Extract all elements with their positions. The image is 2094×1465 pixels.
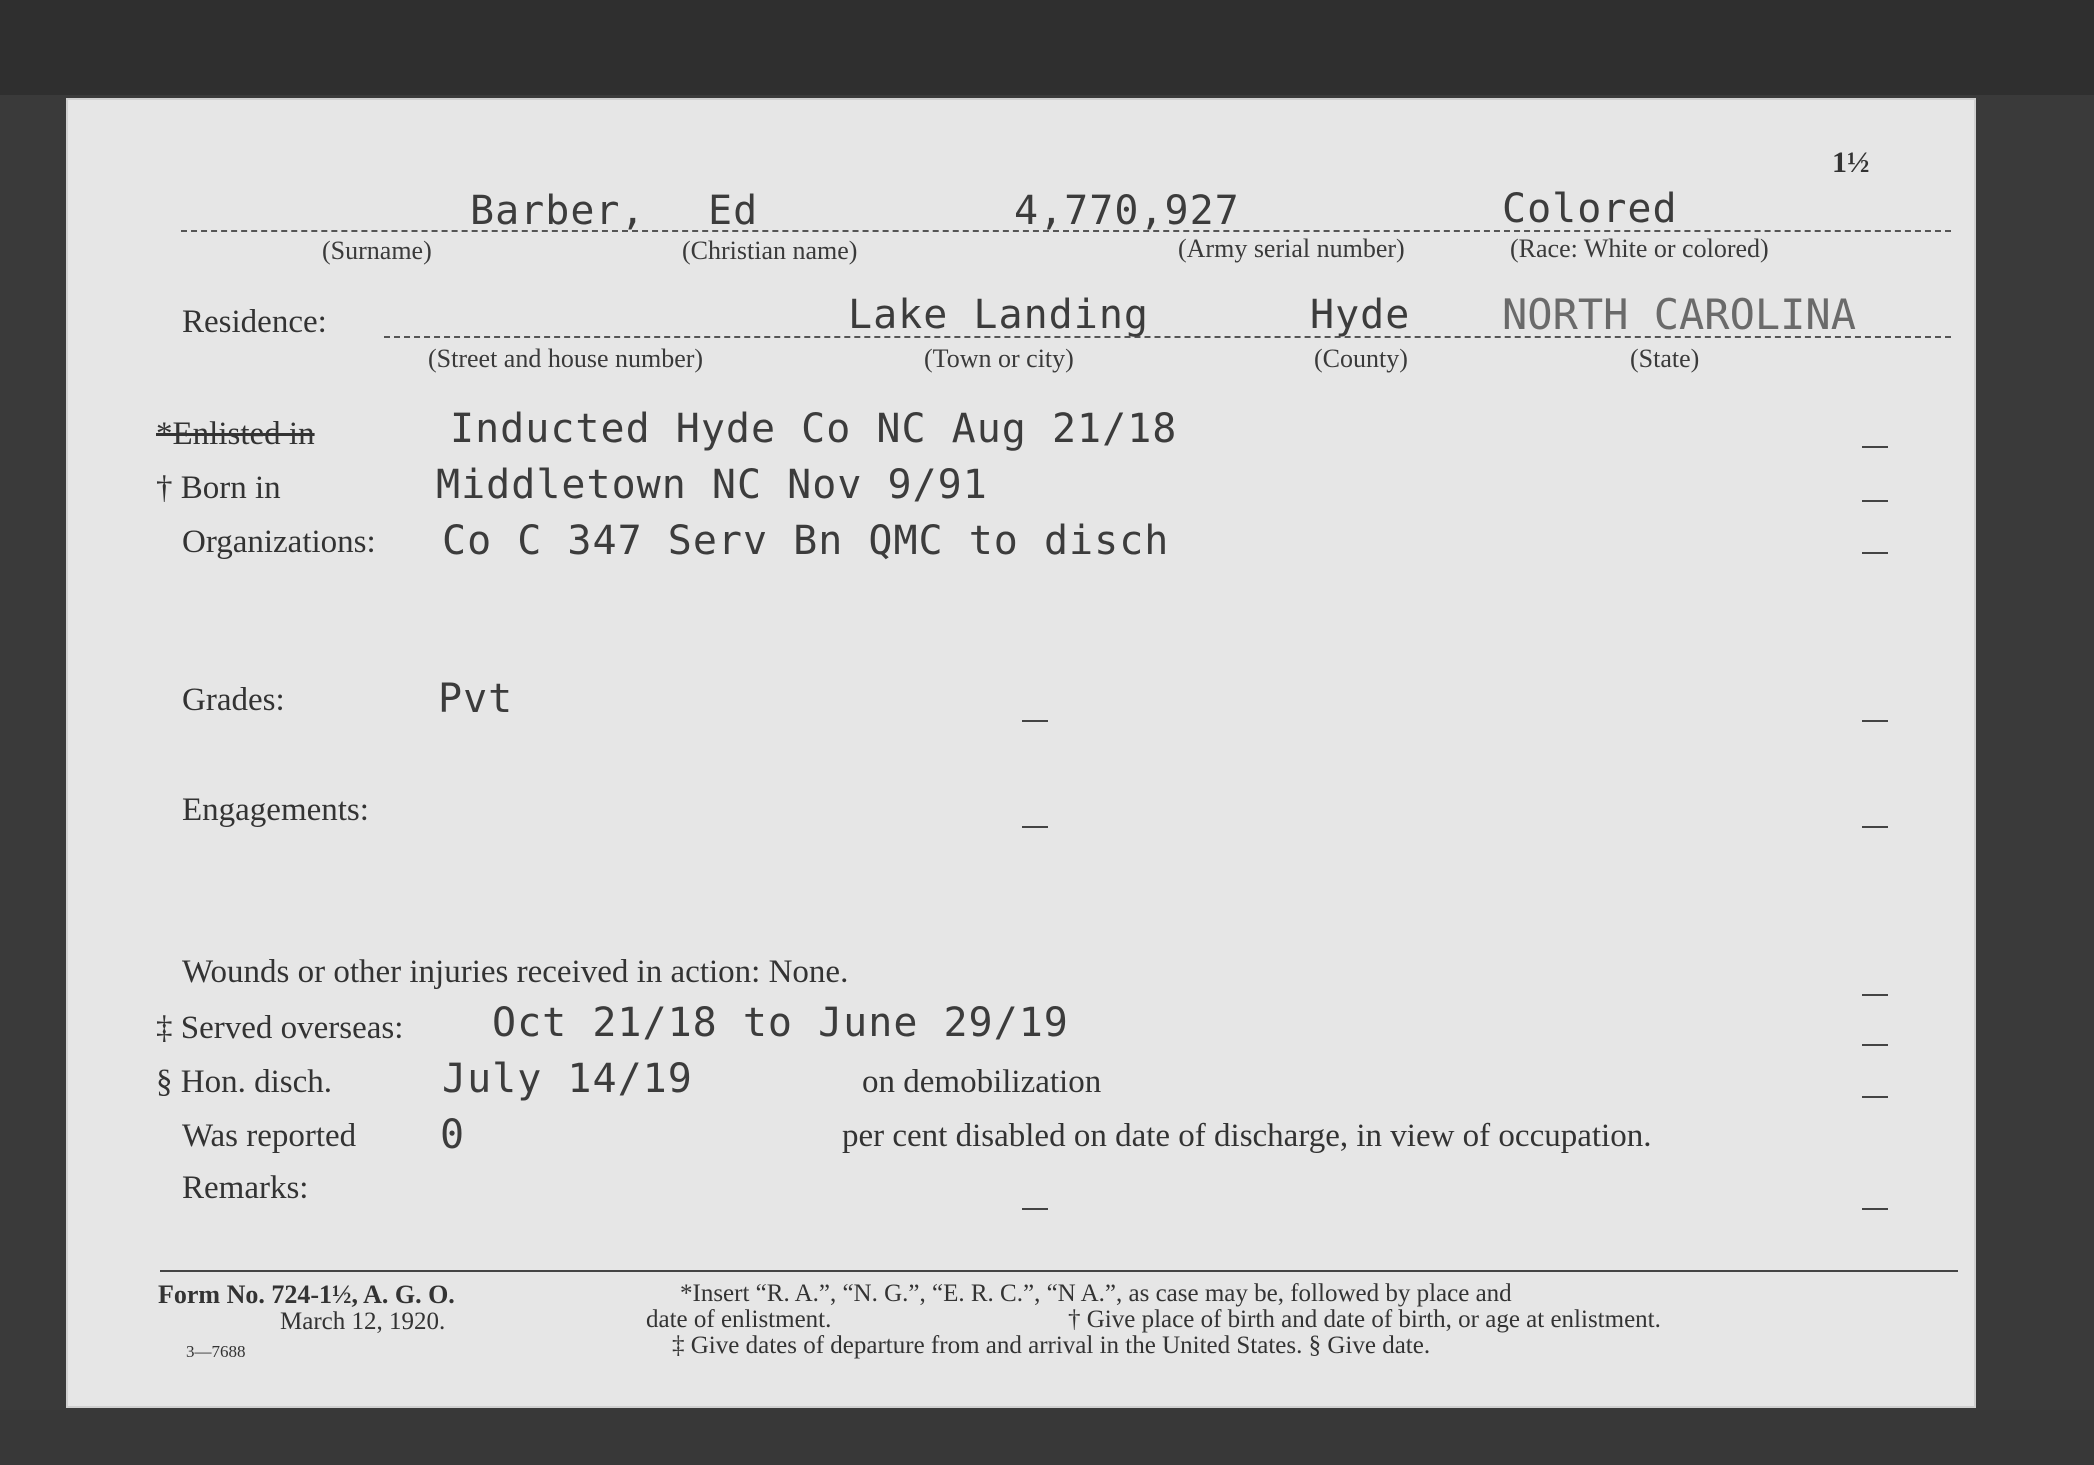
footnote-line-3: ‡ Give dates of departure from and arrival in the United States. § Give date. [672,1332,1431,1359]
footnote-line-1: *Insert “R. A.”, “N. G.”, “E. R. C.”, “N A.”, as case may be, followed by place and [680,1280,1512,1307]
scan-frame-bottom [0,1410,2094,1465]
wounds-label-text: Wounds or other injuries received in action: [182,954,761,990]
reported-suffix: per cent disabled on date of discharge, in view of occupation. [842,1118,1652,1154]
line-dash [1862,826,1888,828]
reported-value: 0 [440,1112,466,1158]
footnote-line-2b: † Give place of birth and date of birth, or age at enlistment. [1068,1306,1661,1333]
born-mark: † [156,470,173,506]
organizations-label: Organizations: [182,524,376,560]
town-value: Lake Landing [848,292,1149,338]
engagements-label: Engagements: [182,792,369,828]
enlisted-label [156,416,315,453]
overseas-value: Oct 21/18 to June 29/19 [492,1000,1069,1046]
line-dash [1862,500,1888,502]
overseas-label [156,1010,403,1047]
line-dash [1862,1208,1888,1210]
serial-number-caption: (Army serial number) [1178,234,1405,263]
line-dash [1862,994,1888,996]
grades-label: Grades: [182,682,285,718]
discharge-mark: § [156,1064,173,1100]
line-dash [1022,826,1048,828]
line-dash [1862,1044,1888,1046]
line-dash [1022,1208,1048,1210]
service-record-card [66,98,1976,1408]
form-date: March 12, 1920. [280,1308,446,1335]
overseas-label-text: Served overseas: [180,1010,404,1046]
footnote-line-2a: date of enlistment. [646,1306,832,1333]
street-caption: (Street and house number) [428,344,704,373]
enlisted-mark: * [156,416,173,452]
scan-frame-top [0,0,2094,95]
enlisted-label-text: Enlisted in [172,416,315,452]
wounds-label [182,954,848,991]
wounds-value: None. [768,954,849,990]
overseas-mark: ‡ [156,1010,173,1046]
remarks-label: Remarks: [182,1170,309,1206]
line-dash [1862,1096,1888,1098]
organizations-value: Co C 347 Serv Bn QMC to disch [442,518,1170,564]
county-caption: (County) [1314,344,1408,373]
line-dash [1862,446,1888,448]
surname-caption: (Surname) [322,236,432,265]
form-number: Form No. 724-1½, A. G. O. [158,1280,455,1309]
reported-label: Was reported [182,1118,357,1154]
discharge-value: July 14/19 [442,1056,693,1102]
born-label-text: Born in [180,470,281,506]
enlisted-value: Inducted Hyde Co NC Aug 21/18 [450,406,1178,452]
race-value: Colored [1502,186,1678,232]
town-caption: (Town or city) [924,344,1074,373]
state-value: NORTH CAROLINA [1502,290,1857,339]
race-caption: (Race: White or colored) [1510,234,1769,263]
footer-rule [160,1270,1958,1272]
line-dash [1862,720,1888,722]
print-code: 3—7688 [186,1342,246,1361]
born-label [156,470,281,507]
grades-value: Pvt [438,676,514,722]
state-caption: (State) [1630,344,1700,373]
christian-name-value: Ed [708,188,759,234]
line-dash [1022,720,1048,722]
county-value: Hyde [1310,292,1411,338]
line-dash [1862,552,1888,554]
christian-name-caption: (Christian name) [682,236,858,265]
residence-label: Residence: [182,304,327,340]
discharge-label-text: Hon. disch. [180,1064,332,1100]
corner-mark: 1½ [1832,146,1870,179]
discharge-suffix: on demobilization [862,1064,1102,1100]
surname-value: Barber, [470,188,646,234]
serial-number-value: 4,770,927 [1014,188,1240,234]
born-value: Middletown NC Nov 9/91 [436,462,988,508]
discharge-label [156,1064,332,1101]
